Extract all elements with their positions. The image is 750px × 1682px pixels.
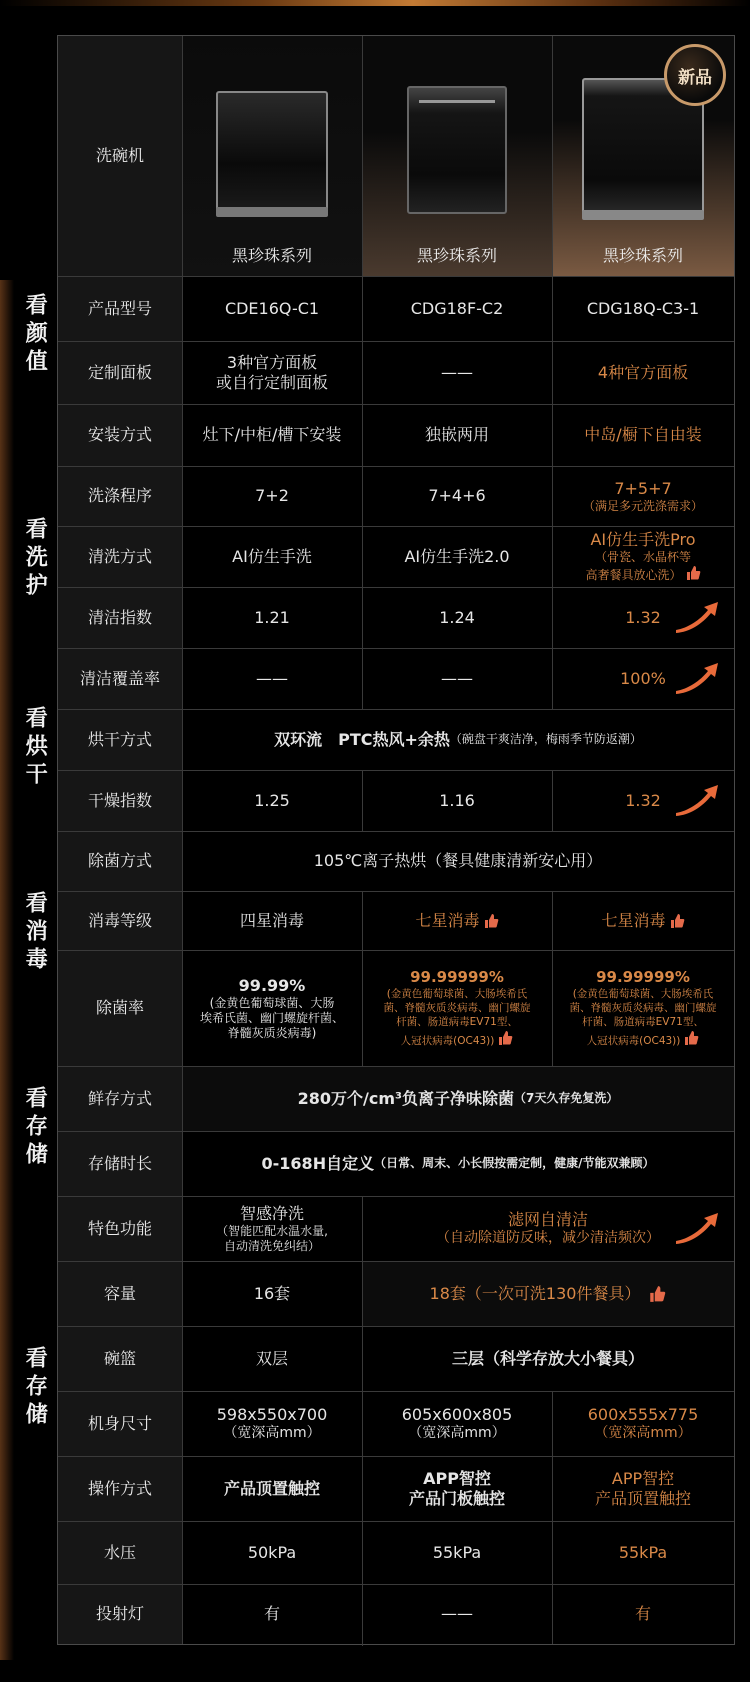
feature-23-note: （自动除道防反味，减少清洁频次） xyxy=(436,1229,660,1246)
thumbs-up-icon xyxy=(685,565,701,581)
program-2: 7+4+6 xyxy=(428,486,486,505)
light-2: —— xyxy=(441,1604,473,1623)
rate-2-l4-text: 人冠状病毒(OC43)) xyxy=(400,1034,495,1047)
size-2 xyxy=(362,1391,552,1456)
operate-3-l2: 产品顶置触控 xyxy=(594,1488,691,1508)
light-3: 有 xyxy=(634,1604,651,1623)
model-3: CDG18Q-C3-1 xyxy=(586,298,700,318)
section-text: 看消毒 xyxy=(22,891,48,975)
product-header-3 xyxy=(552,36,734,276)
series-name: 黑珍珠系列 xyxy=(416,246,497,265)
row-label: 烘干方式 xyxy=(87,729,152,749)
program-1: 7+2 xyxy=(255,486,289,505)
coverage-2: —— xyxy=(441,668,473,688)
trend-up-arrow-icon xyxy=(674,783,720,817)
pressure-2: 55kPa xyxy=(432,1542,482,1562)
feature-1-l1: （智能匹配水温水量, xyxy=(216,1223,328,1238)
comparison-table xyxy=(57,35,735,1645)
panel-1-line2: 或自行定制面板 xyxy=(215,372,328,392)
dry-method-main: 双环流 PTC热风+余热 xyxy=(274,729,450,749)
rate-2 xyxy=(362,950,552,1066)
rate-3-l4 xyxy=(587,1030,700,1048)
section-label-wash xyxy=(14,430,54,688)
trend-up-arrow-icon xyxy=(674,600,720,634)
operate-2 xyxy=(362,1456,552,1521)
pressure-3: 55kPa xyxy=(618,1542,668,1562)
row-label: 水压 xyxy=(103,1542,136,1562)
program-3-main: 7+5+7 xyxy=(614,478,672,498)
thumbs-up-icon xyxy=(483,913,499,929)
feature-23-main: 滤网自清洁 xyxy=(507,1209,588,1229)
clean-index-3-value: 1.32 xyxy=(625,607,661,627)
model-1: CDE16Q-C1 xyxy=(224,298,320,318)
operate-1: 产品顶置触控 xyxy=(223,1478,320,1498)
trend-up-arrow-icon xyxy=(674,661,720,695)
row-label: 操作方式 xyxy=(87,1478,152,1498)
product-header-2 xyxy=(362,36,552,276)
panel-1 xyxy=(182,341,362,404)
rate-3-l2: 菌、脊髓灰质炎病毒、幽门螺旋 xyxy=(569,1002,717,1015)
size-3-unit: （宽深高mm） xyxy=(594,1424,692,1441)
rate-2-l1: (金黄色葡萄球菌、大肠埃希氏 xyxy=(386,988,528,1001)
section-label-storage xyxy=(14,1058,54,1198)
thumbs-up-icon xyxy=(669,913,685,929)
program-3-note: （满足多元洗涤需求） xyxy=(582,498,703,513)
operate-2-l2: 产品门板触控 xyxy=(408,1488,505,1508)
row-label: 容量 xyxy=(103,1283,136,1303)
rate-1-l3: 脊髓灰质炎病毒) xyxy=(227,1025,317,1040)
thumbs-up-icon xyxy=(648,1285,666,1303)
capacity-23 xyxy=(362,1261,734,1326)
fresh-main: 280万个/cm³负离子净味除菌 xyxy=(297,1088,515,1108)
install-1: 灶下/中柜/槽下安装 xyxy=(202,425,342,444)
rate-3-main: 99.99999% xyxy=(596,968,690,987)
feature-1-main: 智感净洗 xyxy=(239,1203,304,1223)
top-glow xyxy=(0,0,750,6)
disinfect-3 xyxy=(552,891,734,950)
row-label: 除菌率 xyxy=(95,998,144,1017)
row-label: 存储时长 xyxy=(87,1153,152,1173)
section-text: 看存储 xyxy=(22,1086,48,1170)
basket-1: 双层 xyxy=(255,1348,288,1368)
capacity-1: 16套 xyxy=(253,1283,291,1303)
dry-index-3 xyxy=(552,770,734,831)
fresh-all xyxy=(182,1066,734,1131)
feature-1 xyxy=(182,1196,362,1261)
install-2: 独嵌两用 xyxy=(424,425,489,444)
sterilize-all: 105℃离子热烘（餐具健康清新安心用） xyxy=(313,851,603,870)
category-text: 洗碗机 xyxy=(95,146,144,165)
product-header-1 xyxy=(182,36,362,276)
operate-3-l1: APP智控 xyxy=(611,1468,675,1488)
clean-index-3 xyxy=(552,587,734,648)
row-label: 干燥指数 xyxy=(87,790,152,810)
dry-method-all xyxy=(182,709,734,770)
rate-2-main: 99.99999% xyxy=(410,968,504,987)
light-1: 有 xyxy=(263,1604,280,1623)
disinfect-1: 四星消毒 xyxy=(239,910,304,930)
thumbs-up-icon xyxy=(497,1030,513,1046)
row-label: 安装方式 xyxy=(87,425,152,444)
fresh-note: （7天久存免复洗） xyxy=(514,1091,619,1105)
dry-index-2: 1.16 xyxy=(439,790,475,810)
storage-time-note: （日常、周末、小长假按需定制，健康/节能双兼顾） xyxy=(374,1156,655,1170)
clean-index-1: 1.21 xyxy=(254,607,290,627)
rate-2-l4 xyxy=(401,1030,514,1048)
size-3-main: 600x555x775 xyxy=(587,1404,699,1424)
basket-23: 三层（科学存放大小餐具） xyxy=(451,1348,644,1368)
feature-23 xyxy=(362,1196,734,1261)
operate-3 xyxy=(552,1456,734,1521)
install-3: 中岛/橱下自由装 xyxy=(584,425,702,444)
series-name: 黑珍珠系列 xyxy=(602,246,683,265)
section-label-dry xyxy=(14,688,54,808)
clean-index-2: 1.24 xyxy=(439,607,475,627)
size-2-main: 605x600x805 xyxy=(401,1404,513,1424)
coverage-3 xyxy=(552,648,734,709)
method-3-note1: （骨瓷、水晶杯等 xyxy=(594,550,691,564)
row-label: 消毒等级 xyxy=(87,910,152,930)
section-text: 看烘干 xyxy=(22,706,48,790)
rate-1-l2: 埃希氏菌、幽门螺旋杆菌、 xyxy=(199,1010,344,1025)
rate-3-l1: (金黄色葡萄球菌、大肠埃希氏 xyxy=(572,988,714,1001)
rate-2-l2: 菌、脊髓灰质炎病毒、幽门螺旋 xyxy=(383,1002,531,1015)
series-name: 黑珍珠系列 xyxy=(231,246,312,265)
operate-2-l1: APP智控 xyxy=(423,1468,491,1488)
model-2: CDG18F-C2 xyxy=(410,298,504,318)
dry-method-note: （碗盘干爽洁净，梅雨季节防返潮） xyxy=(449,732,642,746)
row-label: 特色功能 xyxy=(87,1218,152,1238)
method-3-note2 xyxy=(585,565,700,583)
dry-index-3-value: 1.32 xyxy=(625,790,661,810)
row-label: 清洁指数 xyxy=(87,607,152,627)
section-text: 看存储 xyxy=(22,1346,48,1430)
thumbs-up-icon xyxy=(683,1030,699,1046)
rate-3-l4-text: 人冠状病毒(OC43)) xyxy=(586,1034,681,1047)
section-text: 看洗护 xyxy=(22,517,48,601)
disinfect-3-value: 七星消毒 xyxy=(601,910,666,930)
storage-time-main: 0-168H自定义 xyxy=(261,1153,375,1173)
rate-3 xyxy=(552,950,734,1066)
method-3 xyxy=(552,526,734,587)
storage-time-all xyxy=(182,1131,734,1196)
disinfect-2-value: 七星消毒 xyxy=(415,910,480,930)
rate-3-l3: 杆菌、肠道病毒EV71型、 xyxy=(582,1016,704,1029)
row-label: 洗涤程序 xyxy=(87,486,152,505)
method-3-note2-text: 高奢餐具放心洗） xyxy=(585,568,682,582)
panel-1-line1: 3种官方面板 xyxy=(226,352,318,372)
program-3 xyxy=(552,466,734,526)
row-label: 定制面板 xyxy=(87,362,152,382)
row-label: 投射灯 xyxy=(95,1604,144,1623)
size-2-unit: （宽深高mm） xyxy=(408,1424,506,1441)
left-glow xyxy=(0,280,14,1660)
row-label: 产品型号 xyxy=(87,298,152,318)
row-label: 除菌方式 xyxy=(87,851,152,870)
pressure-1: 50kPa xyxy=(247,1542,297,1562)
capacity-23-value: 18套（一次可洗130件餐具） xyxy=(429,1283,641,1303)
coverage-3-value: 100% xyxy=(620,668,666,688)
rate-2-l3: 杆菌、肠道病毒EV71型、 xyxy=(396,1016,518,1029)
row-label: 清洗方式 xyxy=(87,546,152,566)
category-label xyxy=(58,36,182,276)
badge-text: 新品 xyxy=(678,67,712,88)
method-1: AI仿生手洗 xyxy=(232,546,312,566)
panel-2: —— xyxy=(441,362,473,382)
rate-1 xyxy=(182,950,362,1066)
trend-up-arrow-icon xyxy=(674,1211,720,1245)
row-label: 鲜存方式 xyxy=(87,1088,152,1108)
method-2: AI仿生手洗2.0 xyxy=(404,546,510,566)
dishwasher-image-2 xyxy=(407,86,507,214)
row-label: 机身尺寸 xyxy=(87,1413,152,1433)
section-label-appearance xyxy=(14,242,54,428)
size-1 xyxy=(182,1391,362,1456)
row-label: 碗篮 xyxy=(103,1348,136,1368)
size-3 xyxy=(552,1391,734,1456)
size-1-unit: （宽深高mm） xyxy=(223,1424,321,1441)
dry-index-1: 1.25 xyxy=(254,790,290,810)
rate-1-l1: (金黄色葡萄球菌、大肠 xyxy=(209,995,335,1010)
size-1-main: 598x550x700 xyxy=(216,1404,328,1424)
rate-1-main: 99.99% xyxy=(238,975,306,995)
section-text: 看颜值 xyxy=(22,293,48,377)
coverage-1: —— xyxy=(256,668,288,688)
row-label: 清洁覆盖率 xyxy=(79,668,160,688)
feature-1-l2: 自动清洗免纠结） xyxy=(223,1238,320,1253)
disinfect-2 xyxy=(362,891,552,950)
method-3-main: AI仿生手洗Pro xyxy=(590,530,696,549)
section-label-disinfect xyxy=(14,808,54,1058)
panel-3: 4种官方面板 xyxy=(597,362,689,382)
new-product-badge xyxy=(664,44,726,106)
section-label-storage-2 xyxy=(14,1198,54,1578)
dishwasher-image-1 xyxy=(216,91,328,213)
